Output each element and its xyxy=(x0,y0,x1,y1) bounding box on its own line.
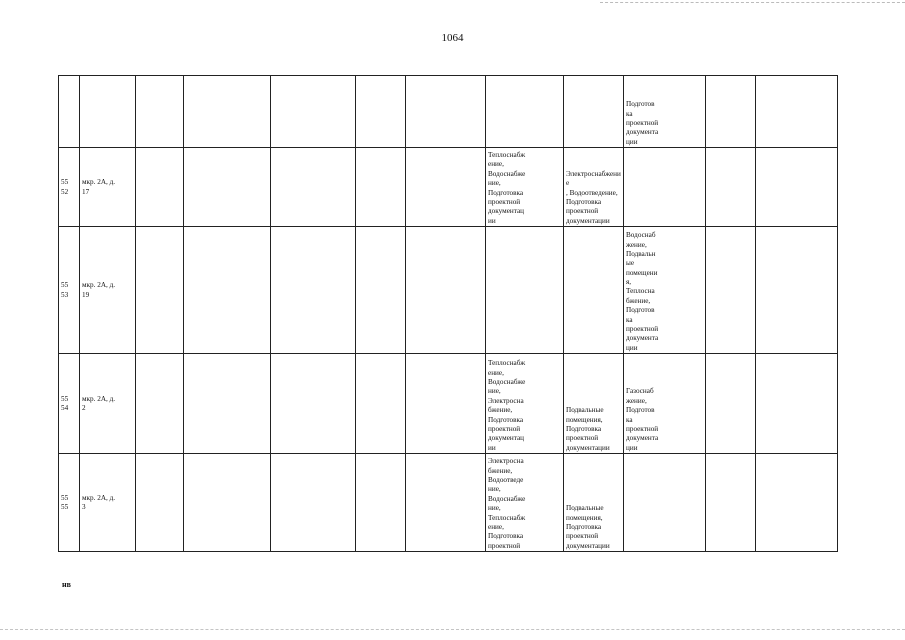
empty-cell xyxy=(136,148,184,227)
renovation-table xyxy=(58,75,838,552)
empty-cell xyxy=(756,354,838,454)
table-row xyxy=(59,227,838,354)
address-cell: мкр. 2А, д. 2 xyxy=(80,354,136,454)
empty-cell xyxy=(184,454,271,552)
works-cell xyxy=(486,227,564,354)
scan-edge-top xyxy=(600,2,905,3)
empty-cell xyxy=(356,76,406,148)
address-cell xyxy=(80,76,136,148)
empty-cell xyxy=(184,354,271,454)
empty-cell xyxy=(136,227,184,354)
scan-edge-bottom xyxy=(0,629,905,630)
empty-cell xyxy=(706,148,756,227)
page-number: 1064 xyxy=(441,32,464,44)
works-cell: Электросна бжение, Водоотведе ние, Водоснабже ние, Теплоснабж ение, Подготовка проектной xyxy=(486,454,564,552)
empty-cell xyxy=(706,354,756,454)
table-row xyxy=(59,148,838,227)
works-cell xyxy=(486,76,564,148)
empty-cell xyxy=(406,354,486,454)
empty-cell xyxy=(356,454,406,552)
empty-cell xyxy=(756,227,838,354)
empty-cell xyxy=(756,76,838,148)
empty-cell xyxy=(271,227,356,354)
empty-cell xyxy=(706,76,756,148)
row-number: 55 52 xyxy=(59,148,80,227)
works-cell: Теплоснабж ение, Водоснабже ние, Электросна бжение, Подготовка проектной документац ии xyxy=(486,354,564,454)
address-cell: мкр. 2А, д. 17 xyxy=(80,148,136,227)
empty-cell xyxy=(271,454,356,552)
empty-cell xyxy=(356,148,406,227)
works-cell: Электроснабжение , Водоотведение, Подготовка проектной документации xyxy=(564,148,624,227)
empty-cell xyxy=(406,454,486,552)
row-number xyxy=(59,76,80,148)
works-cell xyxy=(624,454,706,552)
empty-cell xyxy=(136,76,184,148)
empty-cell xyxy=(136,454,184,552)
empty-cell xyxy=(706,454,756,552)
empty-cell xyxy=(406,148,486,227)
empty-cell xyxy=(271,148,356,227)
row-number: 55 53 xyxy=(59,227,80,354)
empty-cell xyxy=(406,227,486,354)
table-row xyxy=(59,454,838,552)
table-row xyxy=(59,354,838,454)
works-cell: Теплоснабж ение, Водоснабже ние, Подготовка проектной документац ии xyxy=(486,148,564,227)
empty-cell xyxy=(706,227,756,354)
address-cell: мкр. 2А, д. 19 xyxy=(80,227,136,354)
works-cell: Газоснаб жение, Подготов ка проектной документа ции xyxy=(624,354,706,454)
address-cell: мкр. 2А, д. 3 xyxy=(80,454,136,552)
empty-cell xyxy=(184,76,271,148)
works-cell: Подвальные помещения, Подготовка проектной документации xyxy=(564,354,624,454)
works-cell: Подготов ка проектной документа ции xyxy=(624,76,706,148)
empty-cell xyxy=(406,76,486,148)
works-cell xyxy=(564,227,624,354)
table-row xyxy=(59,76,838,148)
row-number: 55 54 xyxy=(59,354,80,454)
empty-cell xyxy=(184,227,271,354)
empty-cell xyxy=(184,148,271,227)
empty-cell xyxy=(356,354,406,454)
works-cell: Подвальные помещения, Подготовка проектной документации xyxy=(564,454,624,552)
empty-cell xyxy=(756,148,838,227)
works-cell xyxy=(624,148,706,227)
empty-cell xyxy=(271,76,356,148)
row-number: 55 55 xyxy=(59,454,80,552)
empty-cell xyxy=(271,354,356,454)
empty-cell xyxy=(356,227,406,354)
works-cell xyxy=(564,76,624,148)
works-cell: Водоснаб жение, Подвальн ые помещени я, Теплосна бжение, Подготов ка проектной документа ции xyxy=(624,227,706,354)
empty-cell xyxy=(756,454,838,552)
empty-cell xyxy=(136,354,184,454)
footer-mark: нв xyxy=(62,580,71,589)
